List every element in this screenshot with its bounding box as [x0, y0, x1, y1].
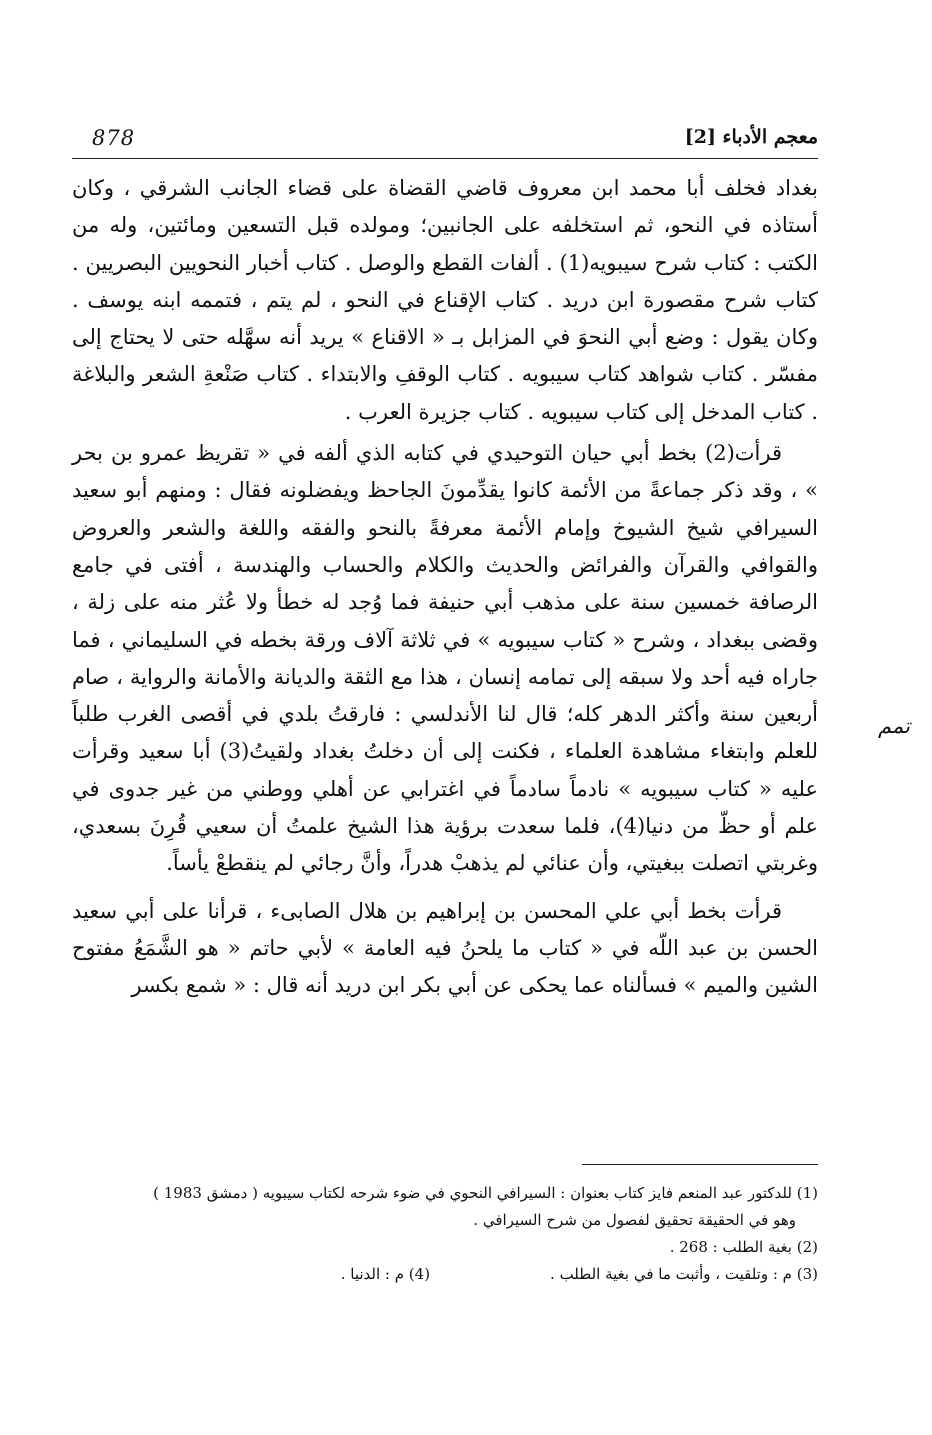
handwritten-margin-note: تمم	[878, 714, 910, 738]
paragraph-1: بغداد فخلف أبا محمد ابن معروف قاضي القضاة على قضاء الجانب الشرقي ، وكان أستاذه في النحو، ثم استخلفه على الجانبين؛ ومولده قبل التسعين ومائتين، وله من الكتب : كتاب شرح سيبويه(1) . ألفات القطع والوصل . كتاب أخبار النحويين البصريين . كتاب شرح مقصورة ابن دريد . كتاب الإقناع في النحو ، لم يتم ، فتممه ابنه يوسف . وكان يقول : وضع أبي النحوَ في المزابل بـ « الاقناع » يريد أنه سهَّله حتى لا يحتاج إلى مفسّر . كتاب شواهد كتاب سيبويه . كتاب الوقفِ والابتداء . كتاب صَنْعةِ الشعر والبلاغة . كتاب المدخل إلى كتاب سيبويه . كتاب جزيرة العرب .	[72, 176, 818, 424]
paragraph-2: قرأت(2) بخط أبي حيان التوحيدي في كتابه الذي ألفه في « تقريظ عمرو بن بحر » ، وقد ذكر جماعةً من الأئمة كانوا يقدِّمونَ الجاحظ ويفضلونه فقال : ومنهم أبو سعيد السيرافي شيخ الشيوخ وإمام الأئمة معرفةً بالنحو والفقه واللغة والشعر والعروض والقوافي والقرآن والفرائض والحديث والكلام والحساب والهندسة ، أفتى في جامع الرصافة خمسين سنة على مذهب أبي حنيفة فما وُجد له خطأ ولا عُثر منه على زلة ، وقضى ببغداد ، وشرح « كتاب سيبويه » في ثلاثة آلاف ورقة بخطه في السليماني ، فما جاراه فيه أحد ولا سبقه إلى تمامه إنسان ، هذا مع الثقة والديانة والأمانة والرواية ، صام أربعين سنة وأكثر الدهر كله؛ قال لنا الأندلسي : فارقتُ بلدي في أقصى الغرب طلباً للعلم وابتغاء مشاهدة العلماء ، فكنت إلى أن دخلتُ بغداد ولقيتُ(3) أبا سعيد وقرأت عليه « كتاب سيبويه » نادماً سادماً في اغترابي عن أهلي ووطني من غير جدوى في علم أو حظّ من دنيا(4)، فلما سعدت برؤية هذا الشيخ علمتُ أن سعيي قُرِنَ بسعدي، وغربتي اتصلت ببغيتي، وأن عنائي لم يذهبْ هدراً، وأنَّ رجائي لم ينقطعْ يأساً.	[72, 441, 818, 876]
main-text	[72, 170, 818, 1005]
footnote-1-continuation: وهو في الحقيقة تحقيق لفصول من شرح السيرافي .	[473, 1211, 796, 1229]
header-divider	[72, 158, 818, 159]
page-number: 878	[92, 126, 136, 150]
footnote-3: (3) م : وتلقيت ، وأثبت ما في بغية الطلب .	[550, 1265, 818, 1283]
running-head-title: معجم الأدباء [2]	[684, 126, 818, 148]
running-head	[72, 126, 818, 156]
footnote-row	[72, 1261, 818, 1288]
footnote-4: (4) م : الدنيا .	[340, 1265, 431, 1283]
footnotes	[72, 1180, 818, 1288]
footnote-1: (1) للدكتور عبد المنعم فايز كتاب بعنوان : السيرافي النحوي في ضوء شرحه لكتاب سيبويه ( دمشق 1983 )	[153, 1184, 818, 1202]
paragraph-3: قرأت بخط أبي علي المحسن بن إبراهيم بن هلال الصابىء ، قرأنا على أبي سعيد الحسن بن عبد اللّه في « كتاب ما يلحنُ فيه العامة » لأبي حاتم « هو الشَّمَعُ مفتوح الشين والميم » فسألناه عما يحكى عن أبي بكر ابن دريد أنه قال : « شمع بكسر	[72, 898, 818, 998]
footnote-2: (2) بغية الطلب : 268 .	[669, 1238, 818, 1256]
footnote-divider	[582, 1164, 818, 1165]
